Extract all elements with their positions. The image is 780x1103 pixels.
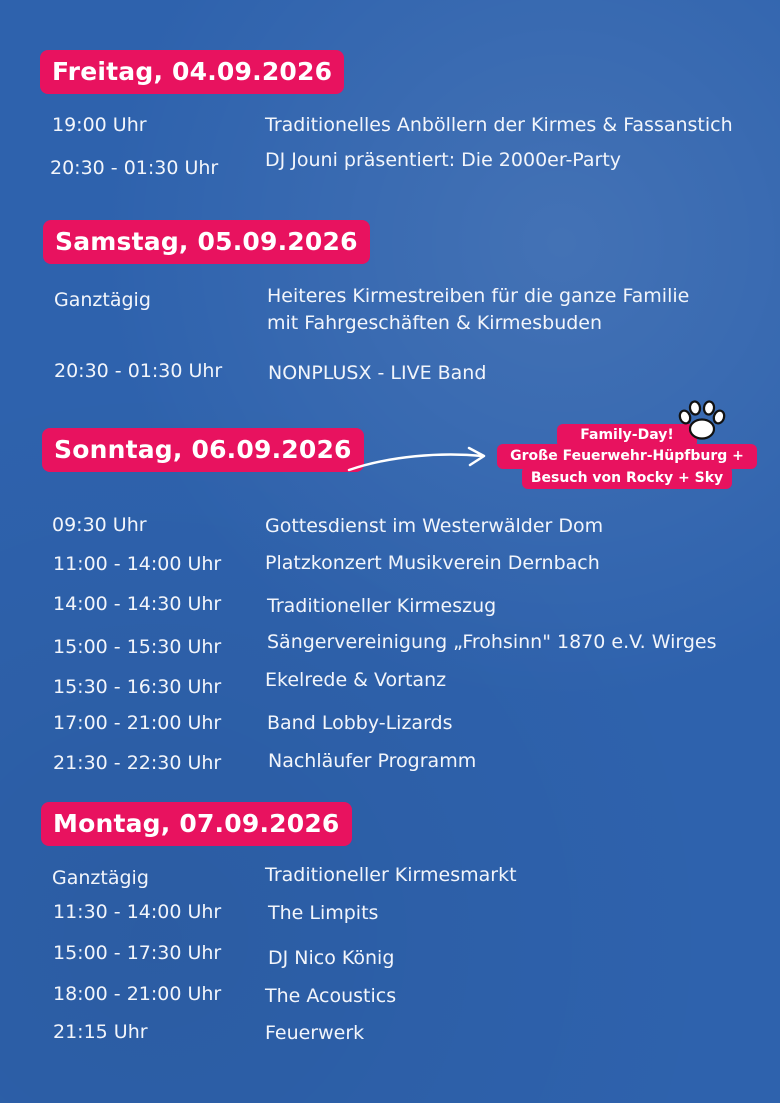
- time-monday-3: 15:00 - 17:30 Uhr: [53, 942, 222, 964]
- time-monday-2: 11:30 - 14:00 Uhr: [53, 901, 222, 923]
- event-sunday-2: Platzkonzert Musikverein Dernbach: [265, 552, 600, 574]
- event-friday-2: DJ Jouni präsentiert: Die 2000er-Party: [265, 149, 622, 171]
- event-monday-2: The Limpits: [268, 902, 379, 924]
- event-monday-4: The Acoustics: [265, 985, 397, 1007]
- time-monday-4: 18:00 - 21:00 Uhr: [53, 983, 222, 1005]
- day-header-saturday: Samstag, 05.09.2026: [43, 220, 370, 264]
- event-monday-5: Feuerwerk: [265, 1022, 365, 1044]
- event-friday-1: Traditionelles Anböllern der Kirmes & Fassanstich: [265, 114, 733, 136]
- event-sunday-3: Traditioneller Kirmeszug: [267, 595, 497, 617]
- time-sunday-5: 15:30 - 16:30 Uhr: [53, 676, 222, 698]
- time-sunday-1: 09:30 Uhr: [52, 514, 147, 536]
- time-sunday-3: 14:00 - 14:30 Uhr: [53, 593, 222, 615]
- event-saturday-2: NONPLUSX - LIVE Band: [268, 362, 487, 384]
- time-sunday-4: 15:00 - 15:30 Uhr: [53, 636, 222, 658]
- time-friday-1: 19:00 Uhr: [52, 114, 147, 136]
- event-saturday-1-line2: mit Fahrgeschäften & Kirmesbuden: [267, 312, 603, 334]
- day-header-sunday: Sonntag, 06.09.2026: [42, 428, 364, 472]
- event-sunday-4: Sängervereinigung „Frohsinn" 1870 e.V. Wirges: [267, 631, 717, 653]
- callout-line-2: Große Feuerwehr-Hüpfburg +: [510, 448, 744, 464]
- event-monday-3: DJ Nico König: [268, 947, 395, 969]
- arrow-icon: [345, 440, 495, 476]
- event-sunday-6: Band Lobby-Lizards: [267, 712, 453, 734]
- event-sunday-5: Ekelrede & Vortanz: [265, 669, 447, 691]
- callout-line-1: Family-Day!: [580, 427, 674, 443]
- time-friday-2: 20:30 - 01:30 Uhr: [50, 157, 219, 179]
- event-sunday-1: Gottesdienst im Westerwälder Dom: [265, 515, 604, 537]
- event-saturday-1: Heiteres Kirmestreiben für die ganze Familie: [267, 285, 690, 307]
- time-saturday-1: Ganztägig: [54, 289, 151, 311]
- time-monday-5: 21:15 Uhr: [53, 1021, 148, 1043]
- time-sunday-6: 17:00 - 21:00 Uhr: [53, 712, 222, 734]
- event-sunday-7: Nachläufer Programm: [268, 750, 477, 772]
- day-header-friday: Freitag, 04.09.2026: [40, 50, 344, 94]
- time-monday-1: Ganztägig: [52, 867, 149, 889]
- event-monday-1: Traditioneller Kirmesmarkt: [265, 864, 517, 886]
- day-header-monday: Montag, 07.09.2026: [41, 802, 352, 846]
- time-sunday-2: 11:00 - 14:00 Uhr: [53, 553, 222, 575]
- time-sunday-7: 21:30 - 22:30 Uhr: [53, 752, 222, 774]
- paw-icon: [676, 398, 728, 444]
- time-saturday-2: 20:30 - 01:30 Uhr: [54, 360, 223, 382]
- callout-line-3: Besuch von Rocky + Sky: [530, 470, 724, 486]
